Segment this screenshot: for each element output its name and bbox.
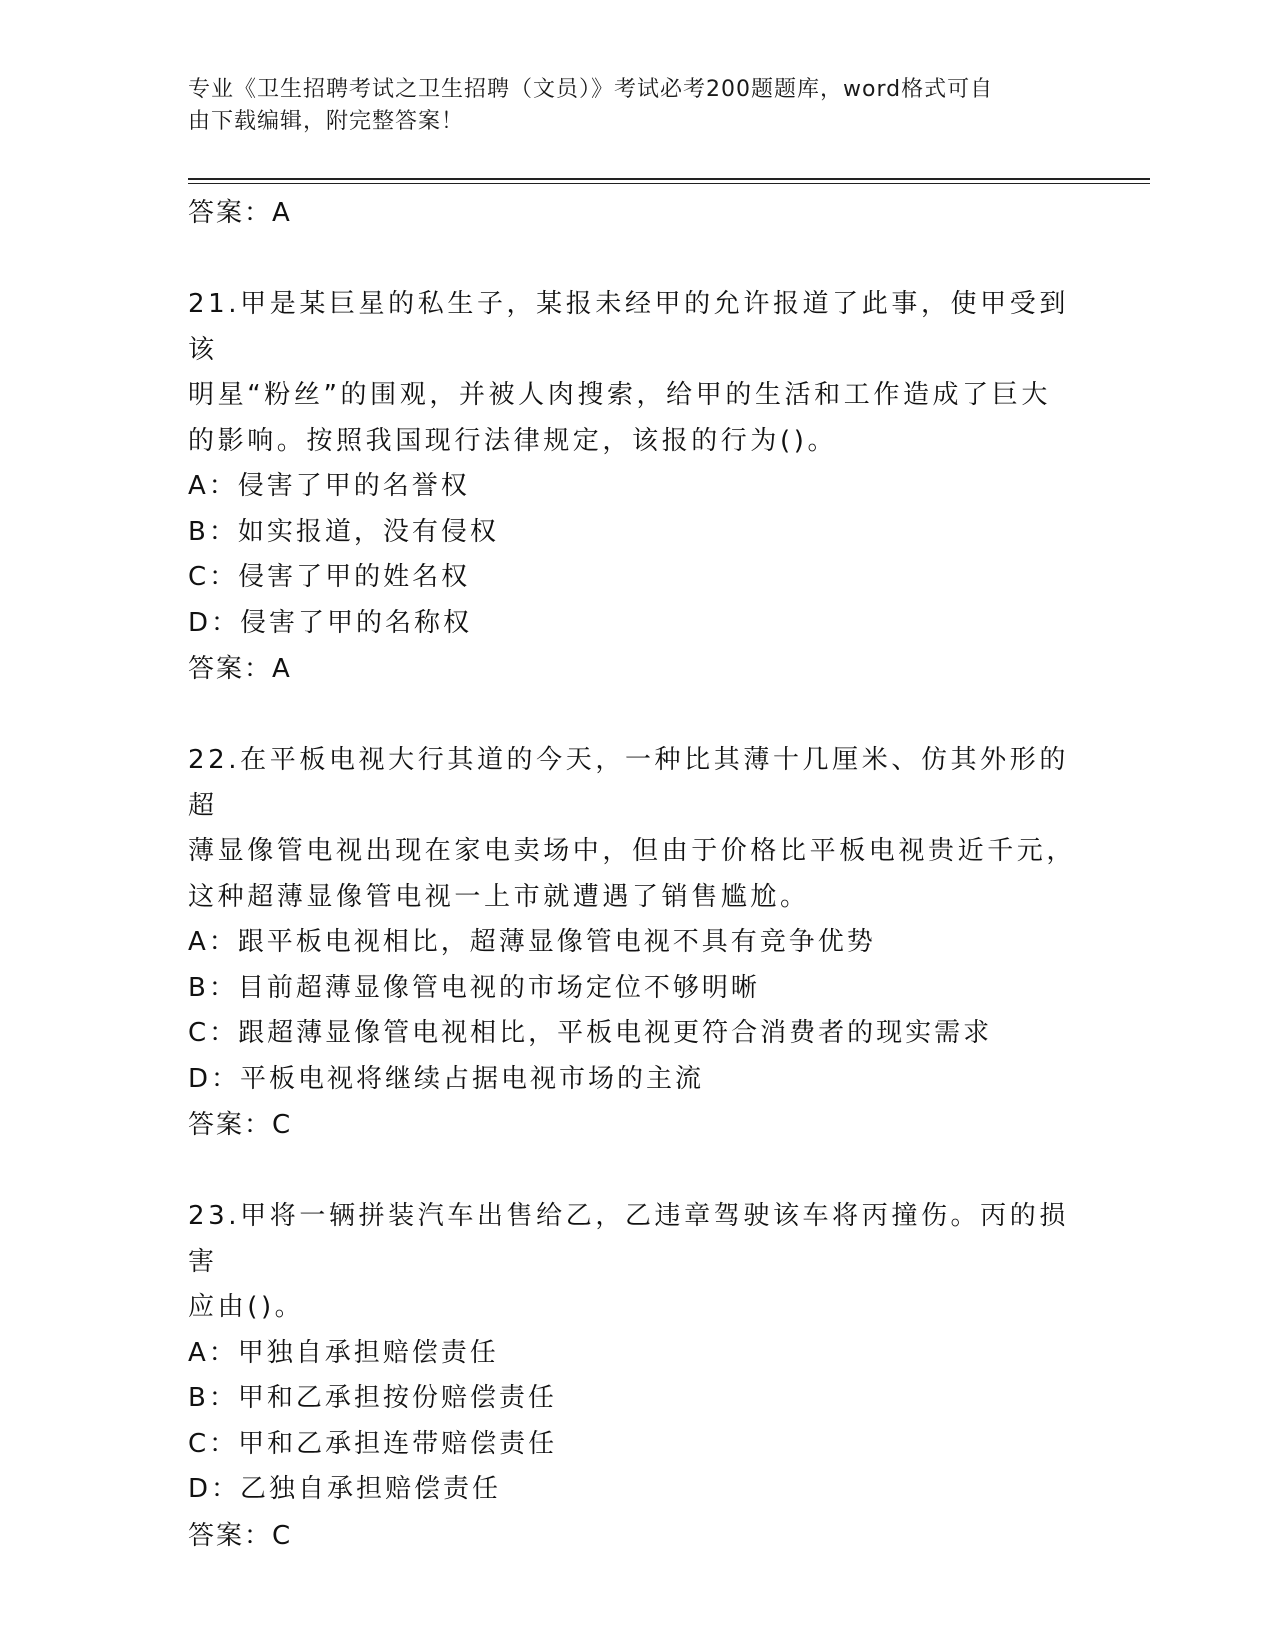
question-23	[188, 1194, 1088, 1559]
option-b: B：如实报道，没有侵权	[188, 516, 499, 547]
stem-line: 21.甲是某巨星的私生子，某报未经甲的允许报道了此事，使甲受到该	[188, 289, 1069, 365]
question-stem	[188, 1194, 1088, 1331]
stem-line: 应由()。	[188, 1292, 305, 1322]
option-d: D：平板电视将继续占据电视市场的主流	[188, 1063, 705, 1094]
stem-line: 这种超薄显像管电视一上市就遭遇了销售尴尬。	[188, 881, 810, 912]
stem-line: 明星“粉丝”的围观，并被人肉搜索，给甲的生活和工作造成了巨大	[188, 380, 1051, 410]
option-a: A：跟平板电视相比，超薄显像管电视不具有竞争优势	[188, 927, 876, 957]
document-header	[188, 74, 1068, 138]
question-21	[188, 282, 1088, 692]
stem-line: 薄显像管电视出现在家电卖场中，但由于价格比平板电视贵近千元，	[188, 836, 1077, 866]
option-c: C：侵害了甲的姓名权	[188, 562, 471, 592]
answer-line: 答案：A	[188, 198, 292, 228]
answer-line: 答案：C	[188, 1110, 293, 1140]
question-stem	[188, 738, 1088, 920]
question-22	[188, 738, 1088, 1148]
header-rule-thin	[188, 183, 1150, 184]
option-d: D：乙独自承担赔偿责任	[188, 1474, 502, 1504]
option-b: B：目前超薄显像管电视的市场定位不够明晰	[188, 972, 760, 1003]
option-d: D：侵害了甲的名称权	[188, 607, 473, 638]
question-stem	[188, 282, 1088, 464]
header-rule-thick	[188, 178, 1150, 180]
answer-line: 答案：C	[188, 1520, 293, 1551]
stem-line: 的影响。按照我国现行法律规定，该报的行为()。	[188, 425, 838, 456]
header-line-1: 专业《卫生招聘考试之卫生招聘（文员）》考试必考200题题库，word格式可自	[188, 77, 994, 102]
option-c: C：甲和乙承担连带赔偿责任	[188, 1428, 558, 1459]
document-body	[188, 190, 1088, 1559]
answer-line: 答案：A	[188, 654, 292, 684]
option-a: A：甲独自承担赔偿责任	[188, 1337, 499, 1368]
option-b: B：甲和乙承担按份赔偿责任	[188, 1383, 557, 1413]
option-a: A：侵害了甲的名誉权	[188, 471, 470, 501]
header-line-2: 由下载编辑，附完整答案！	[188, 109, 465, 134]
stem-line: 23.甲将一辆拼装汽车出售给乙，乙违章驾驶该车将丙撞伤。丙的损害	[188, 1201, 1069, 1277]
stem-line: 22.在平板电视大行其道的今天，一种比其薄十几厘米、仿其外形的超	[188, 745, 1069, 821]
option-c: C：跟超薄显像管电视相比，平板电视更符合消费者的现实需求	[188, 1018, 993, 1048]
